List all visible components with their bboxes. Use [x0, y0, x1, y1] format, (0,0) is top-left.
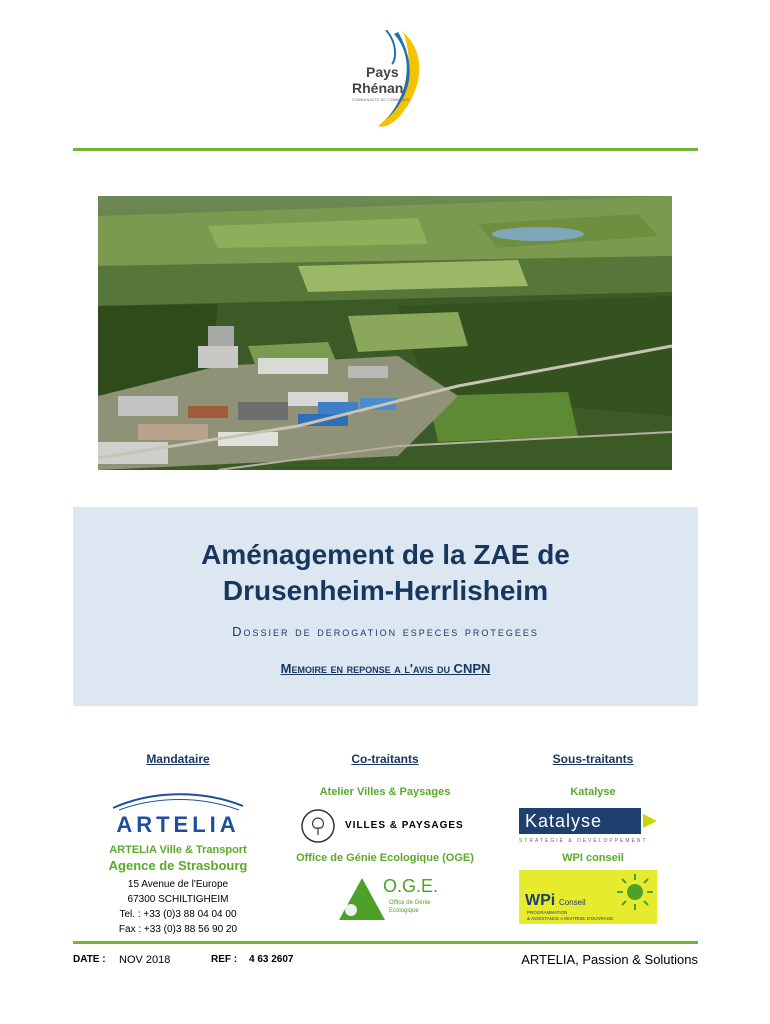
document-title: [73, 537, 698, 609]
address-line: Tel. : +33 (0)3 88 04 04 00: [119, 909, 237, 920]
oge-sub: Ecologique: [389, 908, 419, 914]
pays-rhenan-logo: [338, 30, 428, 130]
artelia-logo: [78, 788, 278, 838]
wpi-box: [519, 870, 657, 924]
title-block: [73, 507, 698, 706]
wpi-conseil: Conseil: [559, 898, 586, 907]
bottom-divider: [73, 941, 698, 944]
oge-triangle-icon: [337, 874, 387, 924]
logo-tagline: COMMUNAUTE DE COMMUNES: [352, 98, 410, 102]
ref-label: REF :: [211, 954, 238, 965]
footer: [73, 952, 698, 972]
aerial-photo: [98, 196, 672, 470]
katalyse-wordmark-box: [519, 808, 641, 834]
date-value: NOV 2018: [119, 954, 171, 966]
artelia-wordmark: ARTELIA: [116, 812, 240, 837]
soustraitants-heading: Sous-traitants: [552, 752, 634, 766]
date-label: DATE :: [73, 954, 106, 965]
address-line: 15 Avenue de l'Europe: [127, 879, 229, 890]
katalyse-logo: [493, 806, 693, 850]
artelia-address: [78, 877, 278, 937]
wpi-wordmark: WPi: [525, 892, 556, 909]
wpi-sun-icon: [617, 874, 653, 910]
soustraitant-1-name: Katalyse: [570, 786, 616, 798]
artelia-agency: Agence de Strasbourg: [108, 858, 248, 873]
villes-paysages-wordmark: VILLES & PAYSAGES: [345, 820, 464, 831]
document-subtitle: Dossier de derogation especes protegees: [232, 624, 539, 639]
mandataire-heading: Mandataire: [146, 752, 210, 766]
wpi-sub: PROGRAMMATION: [527, 910, 568, 915]
title-line-1: Aménagement de la ZAE de: [201, 539, 570, 570]
mandataire-column: [78, 752, 278, 937]
oge-wordmark: O.G.E.: [383, 876, 439, 896]
soustraitants-column: [493, 752, 693, 926]
cotraitants-column: [285, 752, 485, 930]
wpi-sub: & ASSISTANCE A MAITRISE D'OUVRAGE: [527, 916, 614, 921]
ref-value: 4 63 2607: [249, 954, 294, 965]
cotraitant-1-name: Atelier Villes & Paysages: [319, 786, 451, 798]
katalyse-wordmark: Katalyse: [525, 811, 603, 831]
address-line: Fax : +33 (0)3 88 56 90 20: [118, 924, 238, 935]
soustraitant-2-name: WPI conseil: [562, 852, 624, 864]
oge-logo: [285, 870, 485, 930]
cotraitant-2-name: Office de Génie Ecologique (OGE): [296, 852, 474, 864]
logo-line-rhenan: Rhénan: [352, 80, 404, 96]
cotraitants-heading: Co-traitants: [351, 752, 419, 766]
wpi-logo: [493, 870, 693, 926]
tree-icon: [300, 808, 336, 844]
address-line: 67300 SCHILTIGHEIM: [127, 894, 229, 905]
katalyse-sub: STRATEGIE & DEVELOPPEMENT: [519, 838, 648, 844]
katalyse-arrow-icon: [643, 814, 657, 828]
title-line-2: Drusenheim-Herrlisheim: [222, 575, 549, 606]
oge-sub: Office de Génie: [389, 900, 431, 906]
artelia-swoosh-icon: [93, 788, 263, 812]
top-divider: [73, 148, 698, 151]
logo-line-pays: Pays: [366, 64, 399, 80]
villes-paysages-logo: [285, 804, 485, 850]
memo-heading: Memoire en reponse a l'avis du CNPN: [280, 661, 491, 676]
artelia-division: ARTELIA Ville & Transport: [109, 844, 247, 856]
footer-tagline: ARTELIA, Passion & Solutions: [521, 952, 698, 967]
